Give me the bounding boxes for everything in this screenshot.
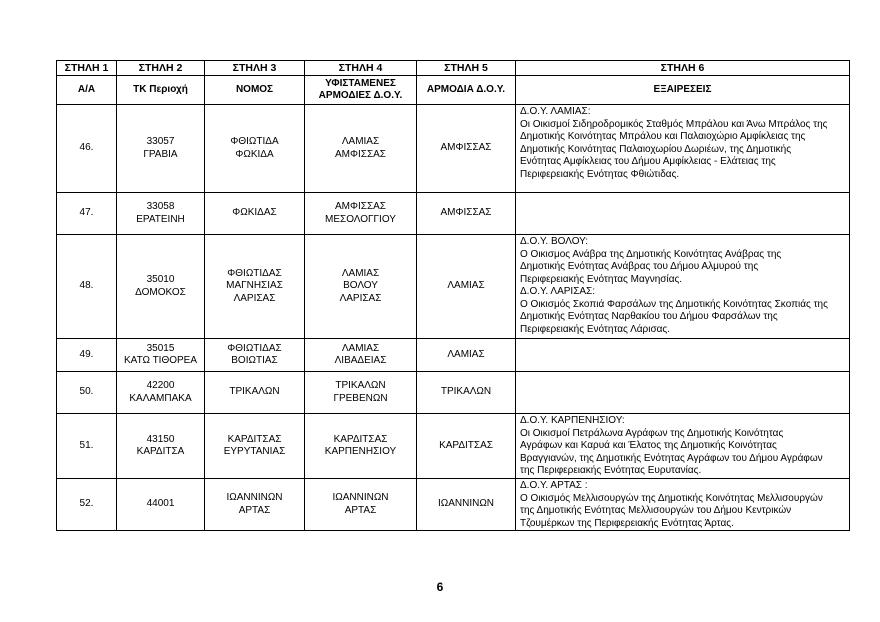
exceptions-line: Δ.Ο.Υ. ΚΑΡΠΕΝΗΣΙΟΥ: [520,415,625,426]
tk-area [117,372,205,414]
header-nomos: ΝΟΜΟΣ [205,76,305,105]
tk-area [117,105,205,193]
exceptions [516,372,850,414]
header-competent: ΑΡΜΟΔΙΑ Δ.Ο.Υ. [417,76,516,105]
existing-doy-line: ΜΕΣΟΛΟΓΓΙΟΥ [325,213,396,225]
competent-doy: ΤΡΙΚΑΛΩΝ [417,372,516,414]
nomos-line: ΒΟΙΩΤΙΑΣ [231,355,278,366]
tk-area [117,339,205,372]
header-exceptions: ΕΞΑΙΡΕΣΕΙΣ [516,76,850,105]
exceptions-line: της Δημοτικής Ενότητας Μελλισουργών του Δήμου Κεντρικών [520,505,792,516]
tk-area [117,235,205,339]
competent-doy: ΛΑΜΙΑΣ [417,235,516,339]
header-existing [305,76,417,105]
existing-doy-line: ΛΑΜΙΑΣ [341,342,380,354]
doy-table [56,60,850,531]
tk-area-line: 33058 [146,201,175,212]
header-line: ΥΦΙΣΤΑΜΕΝΕΣ [325,78,396,89]
competent-doy: ΛΑΜΙΑΣ [417,339,516,372]
tk-area [117,479,205,531]
competent-doy: ΑΜΦΙΣΣΑΣ [417,105,516,193]
nomos-line: ΕΥΡΥΤΑΝΙΑΣ [223,446,286,457]
tk-area-line: ΚΑΛΑΜΠΑΚΑ [129,392,192,404]
exceptions [516,105,850,193]
existing-doy [305,339,417,372]
exceptions-line: της Περιφερειακής Ενότητας Ευρυτανίας. [520,465,702,476]
nomos-line: ΤΡΙΚΑΛΩΝ [229,386,280,398]
nomos [205,193,305,235]
column-number: ΣΤΗΛΗ 1 [57,61,117,76]
column-number: ΣΤΗΛΗ 4 [305,61,417,76]
existing-doy-line: ΤΡΙΚΑΛΩΝ [335,380,386,391]
nomos-line: ΦΩΚΙΔΑΣ [232,207,277,219]
exceptions-line: Περιφερειακής Ενότητας Φθιώτιδας. [520,168,680,180]
tk-area-line: 35010 [146,274,175,285]
tk-area-line: ΚΑΡΔΙΤΣΑ [136,446,185,457]
tk-area [117,193,205,235]
nomos [205,235,305,339]
nomos-line: ΦΘΙΩΤΙΔΑ [230,136,279,147]
competent-doy: ΑΜΦΙΣΣΑΣ [417,193,516,235]
exceptions [516,339,850,372]
existing-doy [305,372,417,414]
tk-area-line: ΚΑΤΩ ΤΙΘΟΡΕΑ [123,355,198,366]
exceptions [516,479,850,531]
exceptions-line: Δημοτικής Ενότητας Ναρθακίου του Δήμου Φαρσάλων της [520,311,778,322]
exceptions-line: Δ.Ο.Υ. ΒΟΛΟΥ: [520,236,589,247]
exceptions [516,193,850,235]
nomos-line: ΦΘΙΩΤΙΔΑΣ [227,267,282,279]
row-number: 50. [57,372,117,414]
existing-doy-line: ΛΙΒΑΔΕΙΑΣ [334,355,387,366]
tk-area [117,414,205,479]
exceptions-line: Δ.Ο.Υ. ΑΡΤΑΣ : [520,480,588,491]
tk-area-line: 44001 [146,498,175,510]
table-row [57,479,850,531]
row-number: 51. [57,414,117,479]
tk-area-line: ΕΡΑΤΕΙΝΗ [136,213,185,225]
column-number-row [57,61,850,76]
existing-doy-line: ΑΜΦΙΣΣΑΣ [335,201,386,212]
row-number: 48. [57,235,117,339]
exceptions-line: Τζουμέρκων της Περιφερειακής Ενότητας Άρτας. [520,517,734,529]
table-row [57,372,850,414]
exceptions-line: Ο Οικισμός Μελλισουργών της Δημοτικής Κοινότητας Μελλισουργών [520,492,823,504]
table-row [57,105,850,193]
nomos [205,339,305,372]
table-row [57,414,850,479]
exceptions-line: Αγράφων και Καρυά και Έλατος της Δημοτικής Κοινότητας [520,440,777,451]
tk-area-line: 33057 [146,136,175,147]
tk-area-line: ΔΟΜΟΚΟΣ [135,286,186,298]
exceptions-line: Ο Οικισμός Σκοπιά Φαρσάλων της Δημοτικής Κοινότητας Σκοπιάς της [520,298,828,310]
exceptions-line: Περιφερειακής Ενότητας Μαγνησίας. [520,273,683,285]
exceptions-line: Δ.Ο.Υ. ΛΑΡΙΣΑΣ: [520,286,596,297]
existing-doy [305,193,417,235]
exceptions-line: Βραγγιανών, της Δημοτικής Ενότητας Αγράφων του Δήμου Αγράφων [520,452,823,464]
column-number: ΣΤΗΛΗ 3 [205,61,305,76]
column-number: ΣΤΗΛΗ 2 [117,61,205,76]
nomos-line: ΦΘΙΩΤΙΔΑΣ [227,342,282,354]
existing-doy-line: ΙΩΑΝΝΙΝΩΝ [332,492,389,503]
exceptions [516,235,850,339]
nomos-line: ΦΩΚΙΔΑ [235,148,274,160]
tk-area-line: 42200 [146,380,175,391]
exceptions-line: Οι Οικισμοί Σιδηροδρομικός Σταθμός Μπράλου και Άνω Μπράλος της [520,118,828,130]
row-number: 52. [57,479,117,531]
exceptions-line: Δημοτικής Κοινότητας Παλαιοχωρίου Δωριέων, της Δημοτικής [520,143,792,155]
nomos-line: ΑΡΤΑΣ [238,504,271,516]
existing-doy [305,105,417,193]
row-number: 47. [57,193,117,235]
existing-doy-line: ΓΡΕΒΕΝΩΝ [333,392,388,404]
existing-doy-line: ΛΑΜΙΑΣ [341,136,380,147]
table-row [57,339,850,372]
tk-area-line: ΓΡΑΒΙΑ [143,148,178,160]
competent-doy: ΚΑΡΔΙΤΣΑΣ [417,414,516,479]
header-aa: Α/Α [57,76,117,105]
row-number: 46. [57,105,117,193]
page-number: 6 [436,580,444,594]
column-number: ΣΤΗΛΗ 5 [417,61,516,76]
existing-doy [305,479,417,531]
nomos [205,479,305,531]
table-row [57,235,850,339]
nomos-line: ΙΩΑΝΝΙΝΩΝ [226,492,283,503]
existing-doy-line: ΒΟΛΟΥ [343,280,378,292]
exceptions-line: Οι Οικισμοί Πετράλωνα Αγράφων της Δημοτικής Κοινότητας [520,427,784,439]
column-number: ΣΤΗΛΗ 6 [516,61,850,76]
existing-doy-line: ΑΜΦΙΣΣΑΣ [335,148,386,160]
existing-doy [305,235,417,339]
header-tk: ΤΚ Περιοχή [117,76,205,105]
table-row [57,193,850,235]
exceptions-line: Δημοτικής Κοινότητας Μπράλου και Παλαιοχώριο Αμφίκλειας της [520,131,806,142]
exceptions-line: Ενότητας Αμφίκλειας του Δήμου Αμφίκλειας - Ελάτειας της [520,156,776,167]
nomos-line: ΛΑΡΙΣΑΣ [233,292,276,304]
tk-area-line: 43150 [146,433,175,445]
header-row [57,76,850,105]
exceptions-line: Ο Οικισμος Ανάβρα της Δημοτικής Κοινότητας Ανάβρας της [520,248,782,260]
nomos [205,105,305,193]
exceptions-line: Δ.Ο.Υ. ΛΑΜΙΑΣ: [520,106,591,117]
competent-doy: ΙΩΑΝΝΙΝΩΝ [417,479,516,531]
exceptions-line: Περιφερειακής Ενότητας Λάρισας. [520,323,670,335]
tk-area-line: 35015 [146,342,175,354]
exceptions-line: Δημοτικής Ενότητας Ανάβρας του Δήμου Αλμυρού της [520,261,759,272]
nomos-line: ΚΑΡΔΙΤΣΑΣ [227,433,282,445]
existing-doy [305,414,417,479]
exceptions [516,414,850,479]
existing-doy-line: ΚΑΡΔΙΤΣΑΣ [333,433,388,445]
existing-doy-line: ΚΑΡΠΕΝΗΣΙΟΥ [324,446,397,457]
header-line: ΑΡΜΟΔΙΕΣ Δ.Ο.Υ. [318,90,403,101]
nomos [205,414,305,479]
existing-doy-line: ΛΑΡΙΣΑΣ [339,292,382,304]
nomos-line: ΜΑΓΝΗΣΙΑΣ [226,280,283,292]
existing-doy-line: ΛΑΜΙΑΣ [341,267,380,279]
nomos [205,372,305,414]
existing-doy-line: ΑΡΤΑΣ [344,504,377,516]
row-number: 49. [57,339,117,372]
